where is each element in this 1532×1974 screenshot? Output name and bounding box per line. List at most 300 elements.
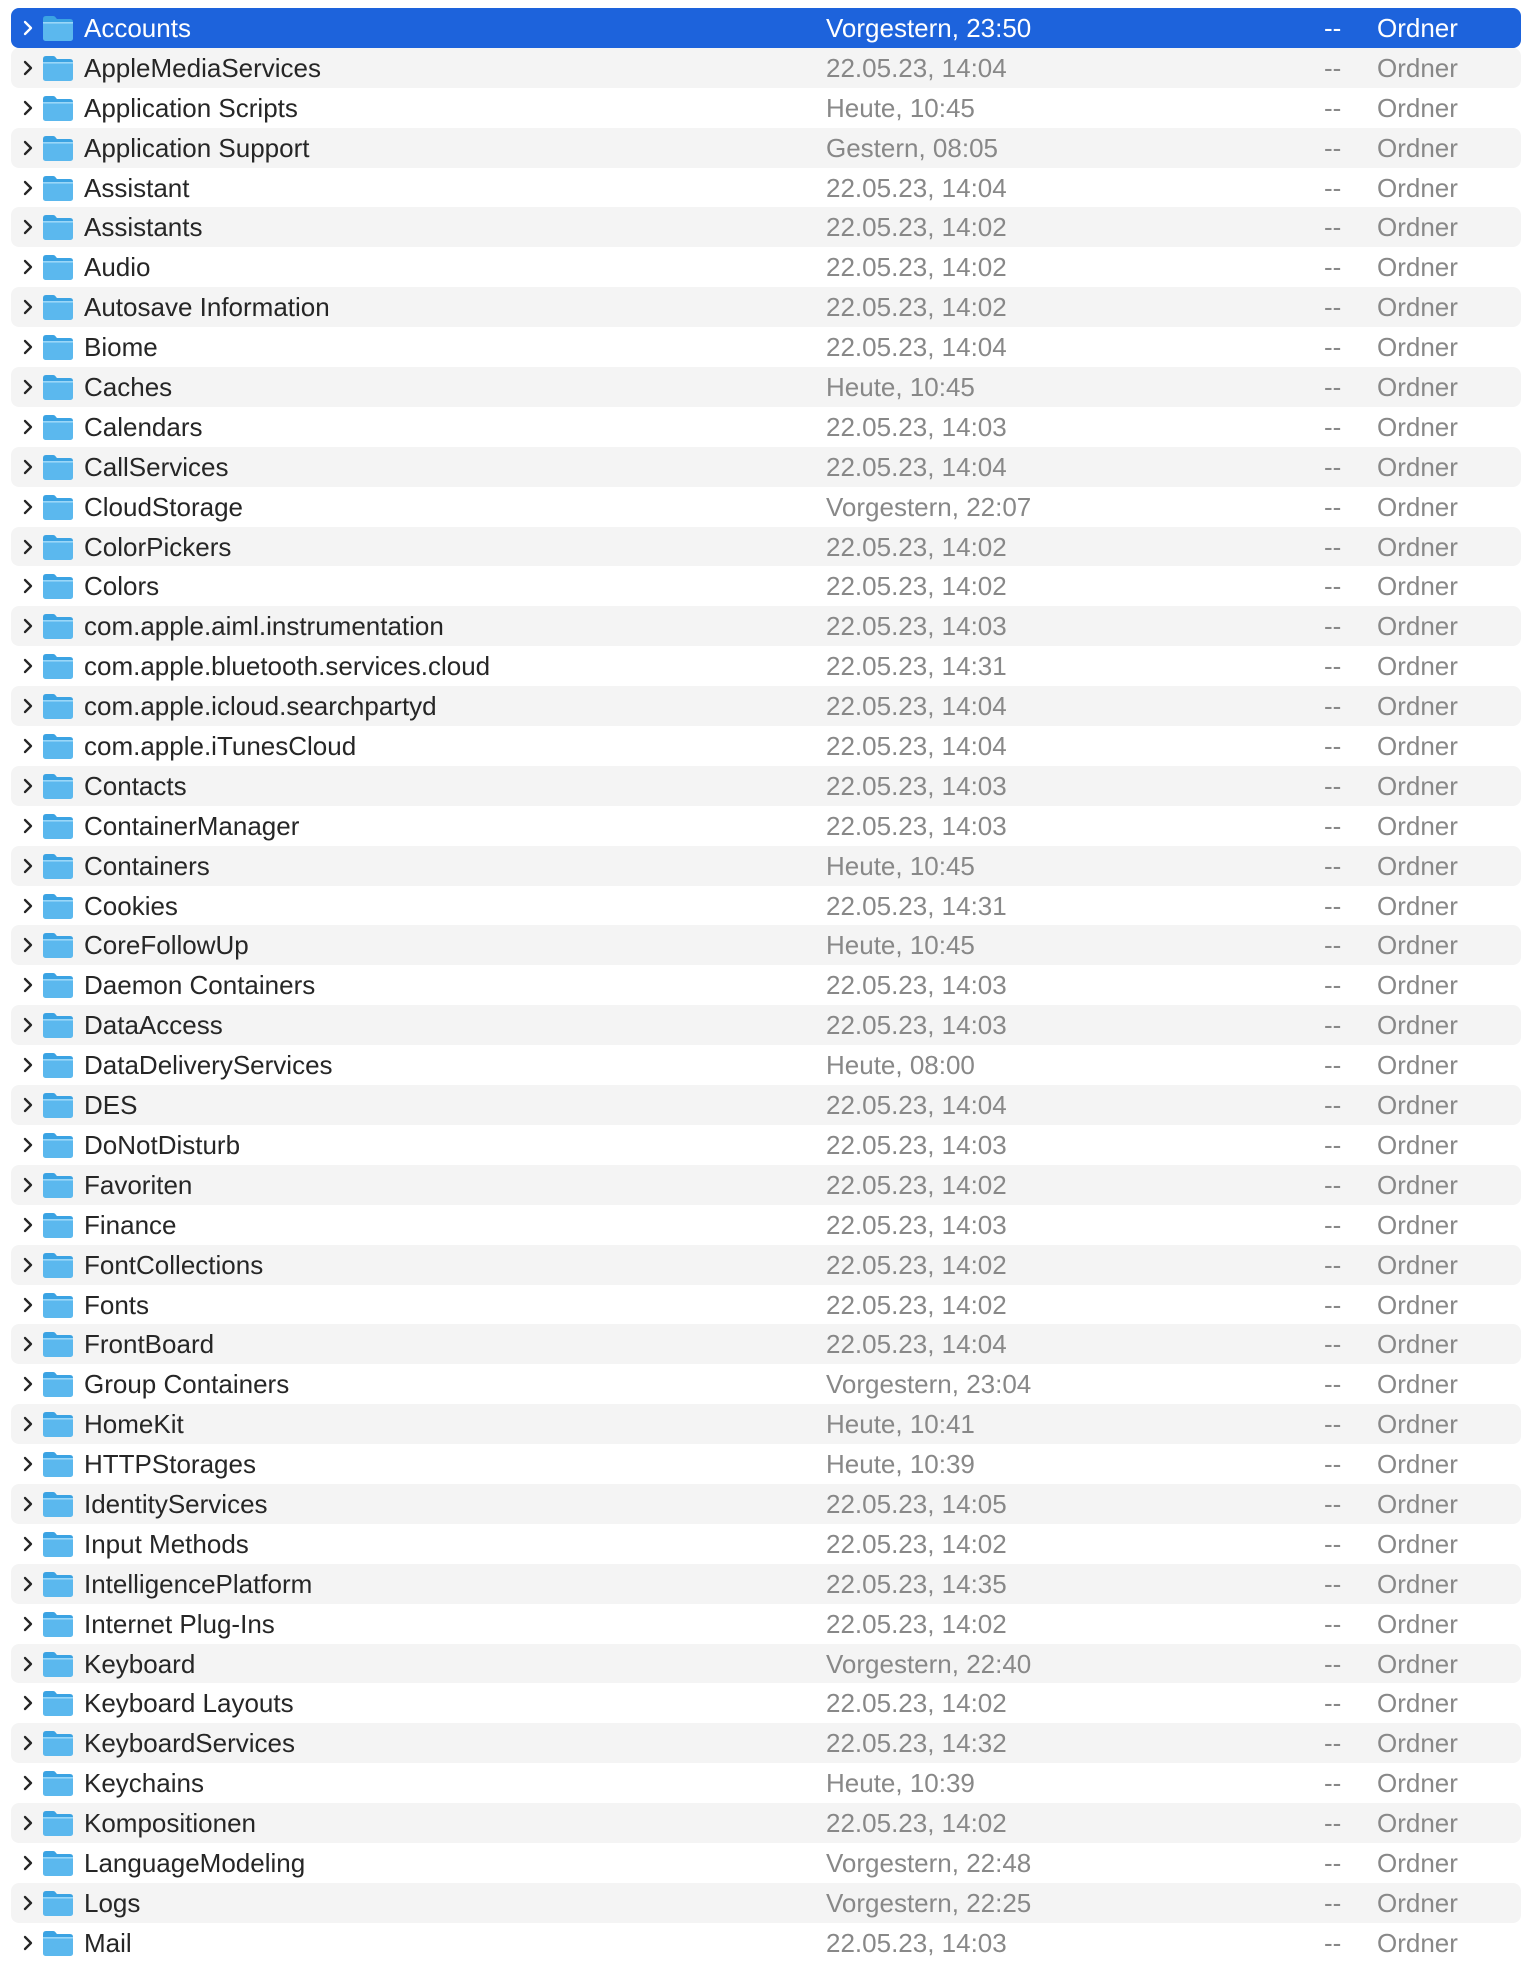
file-date-modified: Vorgestern, 23:04 bbox=[826, 1369, 1032, 1400]
file-size: -- bbox=[1324, 92, 1342, 123]
file-date-modified: 22.05.23, 14:02 bbox=[826, 1169, 1007, 1200]
chevron-right-icon[interactable] bbox=[19, 1734, 37, 1752]
file-row[interactable] bbox=[11, 806, 1521, 846]
file-name: Fonts bbox=[84, 1289, 150, 1320]
folder-icon bbox=[41, 1728, 75, 1758]
file-size: -- bbox=[1324, 691, 1342, 722]
chevron-right-icon[interactable] bbox=[19, 1535, 37, 1553]
file-row[interactable] bbox=[11, 1803, 1521, 1843]
folder-icon bbox=[41, 372, 75, 402]
file-row[interactable] bbox=[11, 1324, 1521, 1364]
file-row[interactable] bbox=[11, 1285, 1521, 1325]
folder-icon bbox=[41, 970, 75, 1000]
folder-icon bbox=[41, 212, 75, 242]
chevron-right-icon[interactable] bbox=[19, 777, 37, 795]
file-kind: Ordner bbox=[1377, 1728, 1458, 1759]
folder-icon bbox=[41, 651, 75, 681]
file-row[interactable] bbox=[11, 1404, 1521, 1444]
file-row[interactable] bbox=[11, 407, 1521, 447]
file-kind: Ordner bbox=[1377, 1488, 1458, 1519]
file-kind: Ordner bbox=[1377, 212, 1458, 243]
file-name: Biome bbox=[84, 332, 158, 363]
chevron-right-icon[interactable] bbox=[19, 1694, 37, 1712]
file-size: -- bbox=[1324, 132, 1342, 163]
file-row[interactable] bbox=[11, 1245, 1521, 1285]
file-size: -- bbox=[1324, 13, 1342, 43]
file-list bbox=[0, 8, 1532, 1963]
file-kind: Ordner bbox=[1377, 92, 1458, 123]
file-date-modified: 22.05.23, 14:03 bbox=[826, 810, 1007, 841]
file-name: Keychains bbox=[84, 1768, 204, 1799]
file-size: -- bbox=[1324, 451, 1342, 482]
file-row[interactable] bbox=[11, 247, 1521, 287]
file-row[interactable] bbox=[11, 726, 1521, 766]
file-row[interactable] bbox=[11, 1484, 1521, 1524]
file-row[interactable] bbox=[11, 1604, 1521, 1644]
file-name: Calendars bbox=[84, 411, 203, 442]
file-kind: Ordner bbox=[1377, 491, 1458, 522]
file-date-modified: Vorgestern, 22:25 bbox=[826, 1887, 1032, 1918]
file-size: -- bbox=[1324, 651, 1342, 682]
file-date-modified: 22.05.23, 14:31 bbox=[826, 890, 1007, 921]
file-name: Keyboard bbox=[84, 1648, 196, 1679]
file-name: DoNotDisturb bbox=[84, 1129, 241, 1160]
file-date-modified: Heute, 10:45 bbox=[826, 92, 975, 123]
file-row[interactable] bbox=[11, 1763, 1521, 1803]
folder-icon bbox=[41, 93, 75, 123]
file-row[interactable] bbox=[11, 207, 1521, 247]
file-name: com.apple.iTunesCloud bbox=[84, 731, 357, 762]
file-size: -- bbox=[1324, 1050, 1342, 1081]
folder-icon bbox=[41, 1688, 75, 1718]
file-kind: Ordner bbox=[1377, 1010, 1458, 1041]
file-name: CoreFollowUp bbox=[84, 930, 249, 961]
folder-icon bbox=[41, 133, 75, 163]
chevron-right-icon[interactable] bbox=[19, 538, 37, 556]
file-name: Containers bbox=[84, 850, 210, 881]
file-row[interactable] bbox=[11, 1564, 1521, 1604]
folder-icon bbox=[41, 811, 75, 841]
file-name: com.apple.aiml.instrumentation bbox=[84, 611, 444, 642]
file-name: Colors bbox=[84, 571, 160, 602]
file-date-modified: 22.05.23, 14:03 bbox=[826, 411, 1007, 442]
folder-icon bbox=[41, 1848, 75, 1878]
file-row[interactable] bbox=[11, 925, 1521, 965]
folder-icon bbox=[41, 571, 75, 601]
file-size: -- bbox=[1324, 1728, 1342, 1759]
file-size: -- bbox=[1324, 1010, 1342, 1041]
file-row[interactable] bbox=[11, 1683, 1521, 1723]
file-kind: Ordner bbox=[1377, 1209, 1458, 1240]
file-name: ColorPickers bbox=[84, 531, 232, 562]
chevron-right-icon[interactable] bbox=[19, 1854, 37, 1872]
file-date-modified: 22.05.23, 14:02 bbox=[826, 1608, 1007, 1639]
chevron-right-icon[interactable] bbox=[19, 258, 37, 276]
file-name: Application Scripts bbox=[84, 92, 298, 123]
file-row[interactable] bbox=[11, 1923, 1521, 1963]
file-name: Input Methods bbox=[84, 1528, 249, 1559]
folder-icon bbox=[41, 1210, 75, 1240]
file-date-modified: Heute, 08:00 bbox=[826, 1050, 975, 1081]
chevron-right-icon[interactable] bbox=[19, 617, 37, 635]
file-date-modified: 22.05.23, 14:04 bbox=[826, 172, 1007, 203]
folder-icon bbox=[41, 412, 75, 442]
file-row[interactable] bbox=[11, 1723, 1521, 1763]
chevron-right-icon[interactable] bbox=[19, 1056, 37, 1074]
file-name: Logs bbox=[84, 1887, 141, 1918]
file-name: LanguageModeling bbox=[84, 1847, 306, 1878]
file-name: HomeKit bbox=[84, 1409, 184, 1440]
file-date-modified: 22.05.23, 14:32 bbox=[826, 1728, 1007, 1759]
file-row[interactable] bbox=[11, 1165, 1521, 1205]
file-size: -- bbox=[1324, 172, 1342, 203]
file-name: com.apple.bluetooth.services.cloud bbox=[84, 651, 491, 682]
file-kind: Ordner bbox=[1377, 1608, 1458, 1639]
file-date-modified: 22.05.23, 14:03 bbox=[826, 1129, 1007, 1160]
file-date-modified: 22.05.23, 14:35 bbox=[826, 1568, 1007, 1599]
file-row[interactable] bbox=[11, 447, 1521, 487]
file-size: -- bbox=[1324, 1209, 1342, 1240]
file-size: -- bbox=[1324, 1688, 1342, 1719]
file-size: -- bbox=[1324, 1129, 1342, 1160]
folder-icon bbox=[41, 1329, 75, 1359]
chevron-right-icon[interactable] bbox=[19, 976, 37, 994]
file-kind: Ordner bbox=[1377, 1808, 1458, 1839]
file-size: -- bbox=[1324, 1608, 1342, 1639]
chevron-right-icon[interactable] bbox=[19, 697, 37, 715]
file-row[interactable] bbox=[11, 566, 1521, 606]
file-kind: Ordner bbox=[1377, 1528, 1458, 1559]
file-date-modified: 22.05.23, 14:03 bbox=[826, 970, 1007, 1001]
chevron-right-icon[interactable] bbox=[19, 1296, 37, 1314]
file-size: -- bbox=[1324, 611, 1342, 642]
file-kind: Ordner bbox=[1377, 651, 1458, 682]
file-row[interactable] bbox=[11, 1843, 1521, 1883]
file-row[interactable] bbox=[11, 327, 1521, 367]
file-row[interactable] bbox=[11, 686, 1521, 726]
file-name: Assistant bbox=[84, 172, 190, 203]
chevron-right-icon[interactable] bbox=[19, 378, 37, 396]
file-size: -- bbox=[1324, 52, 1342, 83]
file-row[interactable] bbox=[11, 1444, 1521, 1484]
file-name: Keyboard Layouts bbox=[84, 1688, 294, 1719]
file-date-modified: 22.05.23, 14:03 bbox=[826, 770, 1007, 801]
file-date-modified: 22.05.23, 14:31 bbox=[826, 651, 1007, 682]
folder-icon bbox=[41, 332, 75, 362]
file-kind: Ordner bbox=[1377, 1090, 1458, 1121]
file-kind: Ordner bbox=[1377, 970, 1458, 1001]
chevron-right-icon[interactable] bbox=[19, 458, 37, 476]
file-row[interactable] bbox=[11, 367, 1521, 407]
file-row[interactable] bbox=[11, 1883, 1521, 1923]
file-date-modified: Heute, 10:45 bbox=[826, 372, 975, 403]
file-kind: Ordner bbox=[1377, 1688, 1458, 1719]
folder-icon bbox=[41, 731, 75, 761]
folder-icon bbox=[41, 1489, 75, 1519]
chevron-right-icon[interactable] bbox=[19, 577, 37, 595]
file-row[interactable] bbox=[11, 1364, 1521, 1404]
file-date-modified: 22.05.23, 14:03 bbox=[826, 1010, 1007, 1041]
file-date-modified: 22.05.23, 14:04 bbox=[826, 691, 1007, 722]
chevron-right-icon[interactable] bbox=[19, 657, 37, 675]
chevron-right-icon[interactable] bbox=[19, 298, 37, 316]
file-kind: Ordner bbox=[1377, 1169, 1458, 1200]
file-name: DES bbox=[84, 1090, 138, 1121]
folder-icon bbox=[41, 292, 75, 322]
file-date-modified: 22.05.23, 14:04 bbox=[826, 332, 1007, 363]
file-size: -- bbox=[1324, 491, 1342, 522]
chevron-right-icon[interactable] bbox=[19, 1415, 37, 1433]
file-kind: Ordner bbox=[1377, 930, 1458, 961]
folder-icon bbox=[41, 1010, 75, 1040]
file-size: -- bbox=[1324, 332, 1342, 363]
file-name: Caches bbox=[84, 372, 173, 403]
chevron-right-icon[interactable] bbox=[19, 418, 37, 436]
file-date-modified: Vorgestern, 22:48 bbox=[826, 1847, 1032, 1878]
file-size: -- bbox=[1324, 571, 1342, 602]
folder-icon bbox=[41, 851, 75, 881]
file-date-modified: Vorgestern, 22:40 bbox=[826, 1648, 1032, 1679]
file-name: AppleMediaServices bbox=[84, 52, 322, 83]
file-size: -- bbox=[1324, 1648, 1342, 1679]
chevron-right-icon[interactable] bbox=[19, 1335, 37, 1353]
folder-icon bbox=[41, 611, 75, 641]
file-date-modified: Heute, 10:41 bbox=[826, 1409, 975, 1440]
chevron-right-icon[interactable] bbox=[19, 498, 37, 516]
folder-icon bbox=[41, 1569, 75, 1599]
file-name: IntelligencePlatform bbox=[84, 1568, 313, 1599]
file-date-modified: 22.05.23, 14:02 bbox=[826, 531, 1007, 562]
file-name: Mail bbox=[84, 1927, 132, 1958]
file-name: Group Containers bbox=[84, 1369, 290, 1400]
file-kind: Ordner bbox=[1377, 292, 1458, 323]
file-row[interactable] bbox=[11, 846, 1521, 886]
folder-icon bbox=[41, 1649, 75, 1679]
file-row[interactable] bbox=[11, 1125, 1521, 1165]
file-kind: Ordner bbox=[1377, 1409, 1458, 1440]
folder-icon bbox=[41, 771, 75, 801]
folder-icon bbox=[41, 1768, 75, 1798]
file-row[interactable] bbox=[11, 1524, 1521, 1564]
file-row[interactable] bbox=[11, 646, 1521, 686]
file-name: Kompositionen bbox=[84, 1808, 256, 1839]
file-kind: Ordner bbox=[1377, 252, 1458, 283]
file-name: KeyboardServices bbox=[84, 1728, 295, 1759]
folder-icon bbox=[41, 1449, 75, 1479]
chevron-right-icon[interactable] bbox=[19, 1934, 37, 1952]
file-date-modified: 22.05.23, 14:02 bbox=[826, 1528, 1007, 1559]
file-row[interactable] bbox=[11, 527, 1521, 567]
chevron-right-icon[interactable] bbox=[19, 1575, 37, 1593]
file-kind: Ordner bbox=[1377, 1768, 1458, 1799]
file-date-modified: 22.05.23, 14:03 bbox=[826, 1927, 1007, 1958]
chevron-right-icon[interactable] bbox=[19, 1495, 37, 1513]
folder-icon bbox=[41, 1130, 75, 1160]
folder-icon bbox=[41, 1409, 75, 1439]
file-date-modified: 22.05.23, 14:04 bbox=[826, 52, 1007, 83]
chevron-right-icon[interactable] bbox=[19, 1216, 37, 1234]
file-name: Autosave Information bbox=[84, 292, 330, 323]
file-date-modified: 22.05.23, 14:03 bbox=[826, 611, 1007, 642]
file-name: Accounts bbox=[84, 13, 191, 43]
chevron-right-icon[interactable] bbox=[19, 99, 37, 117]
folder-icon bbox=[41, 13, 75, 43]
folder-icon bbox=[41, 1928, 75, 1958]
file-size: -- bbox=[1324, 1289, 1342, 1320]
chevron-right-icon[interactable] bbox=[19, 817, 37, 835]
file-size: -- bbox=[1324, 1887, 1342, 1918]
file-row[interactable] bbox=[11, 606, 1521, 646]
file-date-modified: 22.05.23, 14:04 bbox=[826, 1090, 1007, 1121]
folder-icon bbox=[41, 1808, 75, 1838]
file-size: -- bbox=[1324, 411, 1342, 442]
file-name: DataAccess bbox=[84, 1010, 223, 1041]
file-row[interactable] bbox=[11, 487, 1521, 527]
chevron-right-icon[interactable] bbox=[19, 1256, 37, 1274]
file-date-modified: 22.05.23, 14:03 bbox=[826, 1209, 1007, 1240]
file-size: -- bbox=[1324, 531, 1342, 562]
file-row[interactable] bbox=[11, 1045, 1521, 1085]
file-size: -- bbox=[1324, 810, 1342, 841]
file-kind: Ordner bbox=[1377, 1887, 1458, 1918]
file-size: -- bbox=[1324, 731, 1342, 762]
chevron-right-icon[interactable] bbox=[19, 1016, 37, 1034]
file-date-modified: Heute, 10:39 bbox=[826, 1768, 975, 1799]
file-kind: Ordner bbox=[1377, 1927, 1458, 1958]
file-date-modified: 22.05.23, 14:02 bbox=[826, 212, 1007, 243]
chevron-right-icon[interactable] bbox=[19, 19, 37, 37]
file-name: FrontBoard bbox=[84, 1329, 215, 1360]
file-kind: Ordner bbox=[1377, 1050, 1458, 1081]
chevron-right-icon[interactable] bbox=[19, 218, 37, 236]
file-kind: Ordner bbox=[1377, 52, 1458, 83]
file-kind: Ordner bbox=[1377, 1249, 1458, 1280]
file-row[interactable] bbox=[11, 1085, 1521, 1125]
file-date-modified: 22.05.23, 14:04 bbox=[826, 451, 1007, 482]
file-name: Favoriten bbox=[84, 1169, 193, 1200]
file-size: -- bbox=[1324, 212, 1342, 243]
folder-icon bbox=[41, 252, 75, 282]
file-row[interactable] bbox=[11, 886, 1521, 926]
file-size: -- bbox=[1324, 1568, 1342, 1599]
file-kind: Ordner bbox=[1377, 411, 1458, 442]
file-size: -- bbox=[1324, 1847, 1342, 1878]
file-size: -- bbox=[1324, 1369, 1342, 1400]
file-date-modified: Heute, 10:45 bbox=[826, 930, 975, 961]
file-name: Internet Plug-Ins bbox=[84, 1608, 275, 1639]
chevron-right-icon[interactable] bbox=[19, 1655, 37, 1673]
file-row[interactable] bbox=[11, 766, 1521, 806]
file-row[interactable] bbox=[11, 168, 1521, 208]
file-row[interactable] bbox=[11, 1644, 1521, 1684]
chevron-right-icon[interactable] bbox=[19, 338, 37, 356]
file-size: -- bbox=[1324, 372, 1342, 403]
folder-icon bbox=[41, 492, 75, 522]
file-kind: Ordner bbox=[1377, 850, 1458, 881]
file-row[interactable] bbox=[11, 88, 1521, 128]
file-row[interactable] bbox=[11, 8, 1521, 48]
file-kind: Ordner bbox=[1377, 531, 1458, 562]
file-name: com.apple.icloud.searchpartyd bbox=[84, 691, 437, 722]
file-kind: Ordner bbox=[1377, 810, 1458, 841]
file-kind: Ordner bbox=[1377, 372, 1458, 403]
chevron-right-icon[interactable] bbox=[19, 936, 37, 954]
folder-icon bbox=[41, 1250, 75, 1280]
file-row[interactable] bbox=[11, 965, 1521, 1005]
file-kind: Ordner bbox=[1377, 13, 1458, 43]
file-kind: Ordner bbox=[1377, 451, 1458, 482]
file-size: -- bbox=[1324, 1409, 1342, 1440]
file-kind: Ordner bbox=[1377, 132, 1458, 163]
chevron-right-icon[interactable] bbox=[19, 59, 37, 77]
file-kind: Ordner bbox=[1377, 1369, 1458, 1400]
file-name: ContainerManager bbox=[84, 810, 300, 841]
file-name: Finance bbox=[84, 1209, 177, 1240]
folder-icon bbox=[41, 1529, 75, 1559]
file-row[interactable] bbox=[11, 287, 1521, 327]
chevron-right-icon[interactable] bbox=[19, 1136, 37, 1154]
file-kind: Ordner bbox=[1377, 1449, 1458, 1480]
chevron-right-icon[interactable] bbox=[19, 1455, 37, 1473]
file-size: -- bbox=[1324, 1768, 1342, 1799]
folder-icon bbox=[41, 1888, 75, 1918]
file-date-modified: 22.05.23, 14:02 bbox=[826, 571, 1007, 602]
chevron-right-icon[interactable] bbox=[19, 139, 37, 157]
chevron-right-icon[interactable] bbox=[19, 1375, 37, 1393]
file-kind: Ordner bbox=[1377, 890, 1458, 921]
file-name: Contacts bbox=[84, 770, 187, 801]
file-date-modified: 22.05.23, 14:05 bbox=[826, 1488, 1007, 1519]
file-row[interactable] bbox=[11, 1005, 1521, 1045]
file-kind: Ordner bbox=[1377, 691, 1458, 722]
folder-icon bbox=[41, 1050, 75, 1080]
file-kind: Ordner bbox=[1377, 731, 1458, 762]
file-row[interactable] bbox=[11, 48, 1521, 88]
file-kind: Ordner bbox=[1377, 1129, 1458, 1160]
file-name: Assistants bbox=[84, 212, 203, 243]
chevron-right-icon[interactable] bbox=[19, 1814, 37, 1832]
file-date-modified: Heute, 10:45 bbox=[826, 850, 975, 881]
chevron-right-icon[interactable] bbox=[19, 1096, 37, 1114]
file-name: CallServices bbox=[84, 451, 229, 482]
chevron-right-icon[interactable] bbox=[19, 857, 37, 875]
file-kind: Ordner bbox=[1377, 332, 1458, 363]
file-date-modified: 22.05.23, 14:02 bbox=[826, 1808, 1007, 1839]
chevron-right-icon[interactable] bbox=[19, 897, 37, 915]
file-row[interactable] bbox=[11, 128, 1521, 168]
folder-icon bbox=[41, 1170, 75, 1200]
file-size: -- bbox=[1324, 890, 1342, 921]
folder-icon bbox=[41, 1369, 75, 1399]
chevron-right-icon[interactable] bbox=[19, 737, 37, 755]
chevron-right-icon[interactable] bbox=[19, 1615, 37, 1633]
chevron-right-icon[interactable] bbox=[19, 1894, 37, 1912]
file-name: Application Support bbox=[84, 132, 310, 163]
file-name: IdentityServices bbox=[84, 1488, 268, 1519]
file-row[interactable] bbox=[11, 1205, 1521, 1245]
file-size: -- bbox=[1324, 970, 1342, 1001]
chevron-right-icon[interactable] bbox=[19, 179, 37, 197]
file-name: CloudStorage bbox=[84, 491, 243, 522]
file-kind: Ordner bbox=[1377, 611, 1458, 642]
file-size: -- bbox=[1324, 252, 1342, 283]
folder-icon bbox=[41, 691, 75, 721]
file-name: DataDeliveryServices bbox=[84, 1050, 333, 1081]
chevron-right-icon[interactable] bbox=[19, 1176, 37, 1194]
file-name: HTTPStorages bbox=[84, 1449, 256, 1480]
file-date-modified: 22.05.23, 14:02 bbox=[826, 1249, 1007, 1280]
chevron-right-icon[interactable] bbox=[19, 1774, 37, 1792]
